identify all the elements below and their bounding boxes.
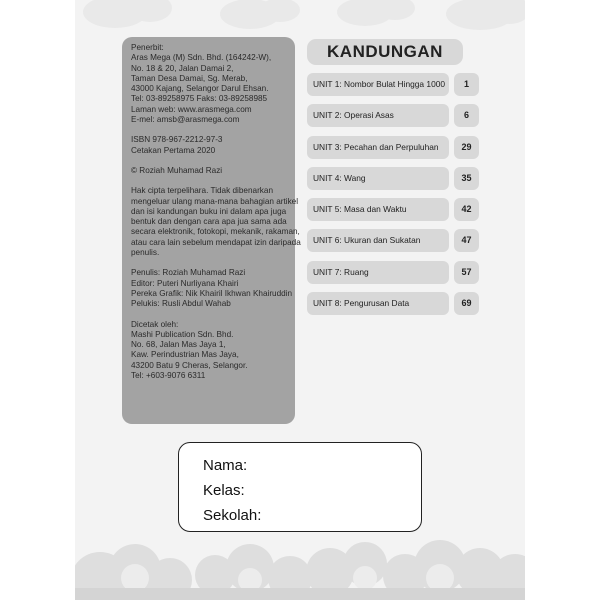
school-field-label: Sekolah:: [203, 507, 262, 524]
toc-title: KANDUNGAN: [307, 39, 463, 65]
table-of-contents: [307, 73, 479, 323]
printer-line: Tel: +603-9076 6311: [131, 371, 206, 381]
edition-line: Cetakan Pertama 2020: [131, 145, 216, 155]
toc-item-page: 6: [454, 104, 479, 127]
publisher-line: No. 18 & 20, Jalan Damai 2,: [131, 63, 234, 73]
rights-line: Hak cipta terpelihara. Tidak dibenarkan: [131, 186, 273, 196]
publisher-line: Aras Mega (M) Sdn. Bhd. (164242-W),: [131, 53, 272, 63]
book-page: [75, 0, 525, 600]
isbn-line: ISBN 978-967-2212-97-3: [131, 135, 223, 145]
publisher-block: [131, 43, 289, 125]
toc-item-page: 47: [454, 229, 479, 252]
isbn-block: [131, 135, 289, 156]
credits-block: [131, 268, 293, 309]
credit-line: Penulis: Roziah Muhamad Razi: [131, 268, 246, 278]
toc-item-label: UNIT 1: Nombor Bulat Hingga 1000: [307, 73, 449, 96]
toc-item-label: UNIT 7: Ruang: [307, 261, 449, 284]
credit-line: Pereka Grafik: Nik Khairil Ikhwan Khairuddin: [131, 288, 293, 298]
class-field-label: Kelas:: [203, 482, 245, 499]
toc-item-label: UNIT 5: Masa dan Waktu: [307, 198, 449, 221]
printer-line: Mashi Publication Sdn. Bhd.: [131, 329, 234, 339]
publisher-line: Laman web: www.arasmega.com: [131, 104, 252, 114]
toc-item-label: UNIT 8: Pengurusan Data: [307, 292, 449, 315]
toc-item-label: UNIT 2: Operasi Asas: [307, 104, 449, 127]
top-clouds-decoration: [75, 0, 525, 40]
toc-item-page: 42: [454, 198, 479, 221]
publisher-info-panel: [122, 37, 301, 424]
toc-item-label: UNIT 6: Ukuran dan Sukatan: [307, 229, 449, 252]
publisher-line: 43000 Kajang, Selangor Darul Ehsan.: [131, 84, 269, 94]
copyright-block: [131, 166, 289, 176]
toc-item-page: 69: [454, 292, 479, 315]
bottom-bushes-decoration: [75, 520, 525, 600]
publisher-line: Penerbit:: [131, 43, 164, 52]
student-name-box: [178, 442, 422, 532]
toc-item-unit-1[interactable]: [307, 73, 479, 96]
toc-item-page: 57: [454, 261, 479, 284]
rights-line: dan isi kandungan buku ini dalam apa juga: [131, 206, 287, 216]
toc-item-page: 29: [454, 136, 479, 159]
rights-block: [131, 186, 301, 258]
rights-line: bentuk dan dengan cara apa jua sama ada: [131, 217, 287, 227]
toc-item-unit-8[interactable]: [307, 292, 479, 315]
publisher-line: E-mel: amsb@arasmega.com: [131, 115, 240, 125]
toc-item-unit-7[interactable]: [307, 261, 479, 284]
rights-line: secara elektronik, fotokopi, mekanik, rakaman,: [131, 227, 300, 237]
toc-item-unit-2[interactable]: [307, 104, 479, 127]
printer-block: [131, 320, 289, 382]
name-field-label: Nama:: [203, 457, 248, 474]
printer-line: No. 68, Jalan Mas Jaya 1,: [131, 340, 226, 350]
credit-line: Editor: Puteri Nurliyana Khairi: [131, 278, 239, 288]
credit-line: Pelukis: Rusli Abdul Wahab: [131, 299, 231, 309]
publisher-line: Taman Desa Damai, Sg. Merab,: [131, 73, 248, 83]
toc-item-page: 1: [454, 73, 479, 96]
printer-line: Dicetak oleh:: [131, 319, 179, 329]
rights-line: penulis.: [131, 248, 160, 258]
copyright-line: © Roziah Muhamad Razi: [131, 165, 223, 175]
toc-item-unit-6[interactable]: [307, 229, 479, 252]
printer-line: Kaw. Perindustrian Mas Jaya,: [131, 350, 239, 360]
toc-item-unit-4[interactable]: [307, 167, 479, 190]
printer-line: 43200 Batu 9 Cheras, Selangor.: [131, 360, 248, 370]
toc-item-unit-5[interactable]: [307, 198, 479, 221]
toc-item-unit-3[interactable]: [307, 136, 479, 159]
publisher-line: Tel: 03-89258975 Faks: 03-89258985: [131, 94, 268, 104]
toc-item-page: 35: [454, 167, 479, 190]
toc-item-label: UNIT 4: Wang: [307, 167, 449, 190]
toc-item-label: UNIT 3: Pecahan dan Perpuluhan: [307, 136, 449, 159]
rights-line: atau cara lain sebelum mendapat izin daripada: [131, 237, 301, 247]
rights-line: mengeluar ulang mana-mana bahagian artikel: [131, 196, 299, 206]
